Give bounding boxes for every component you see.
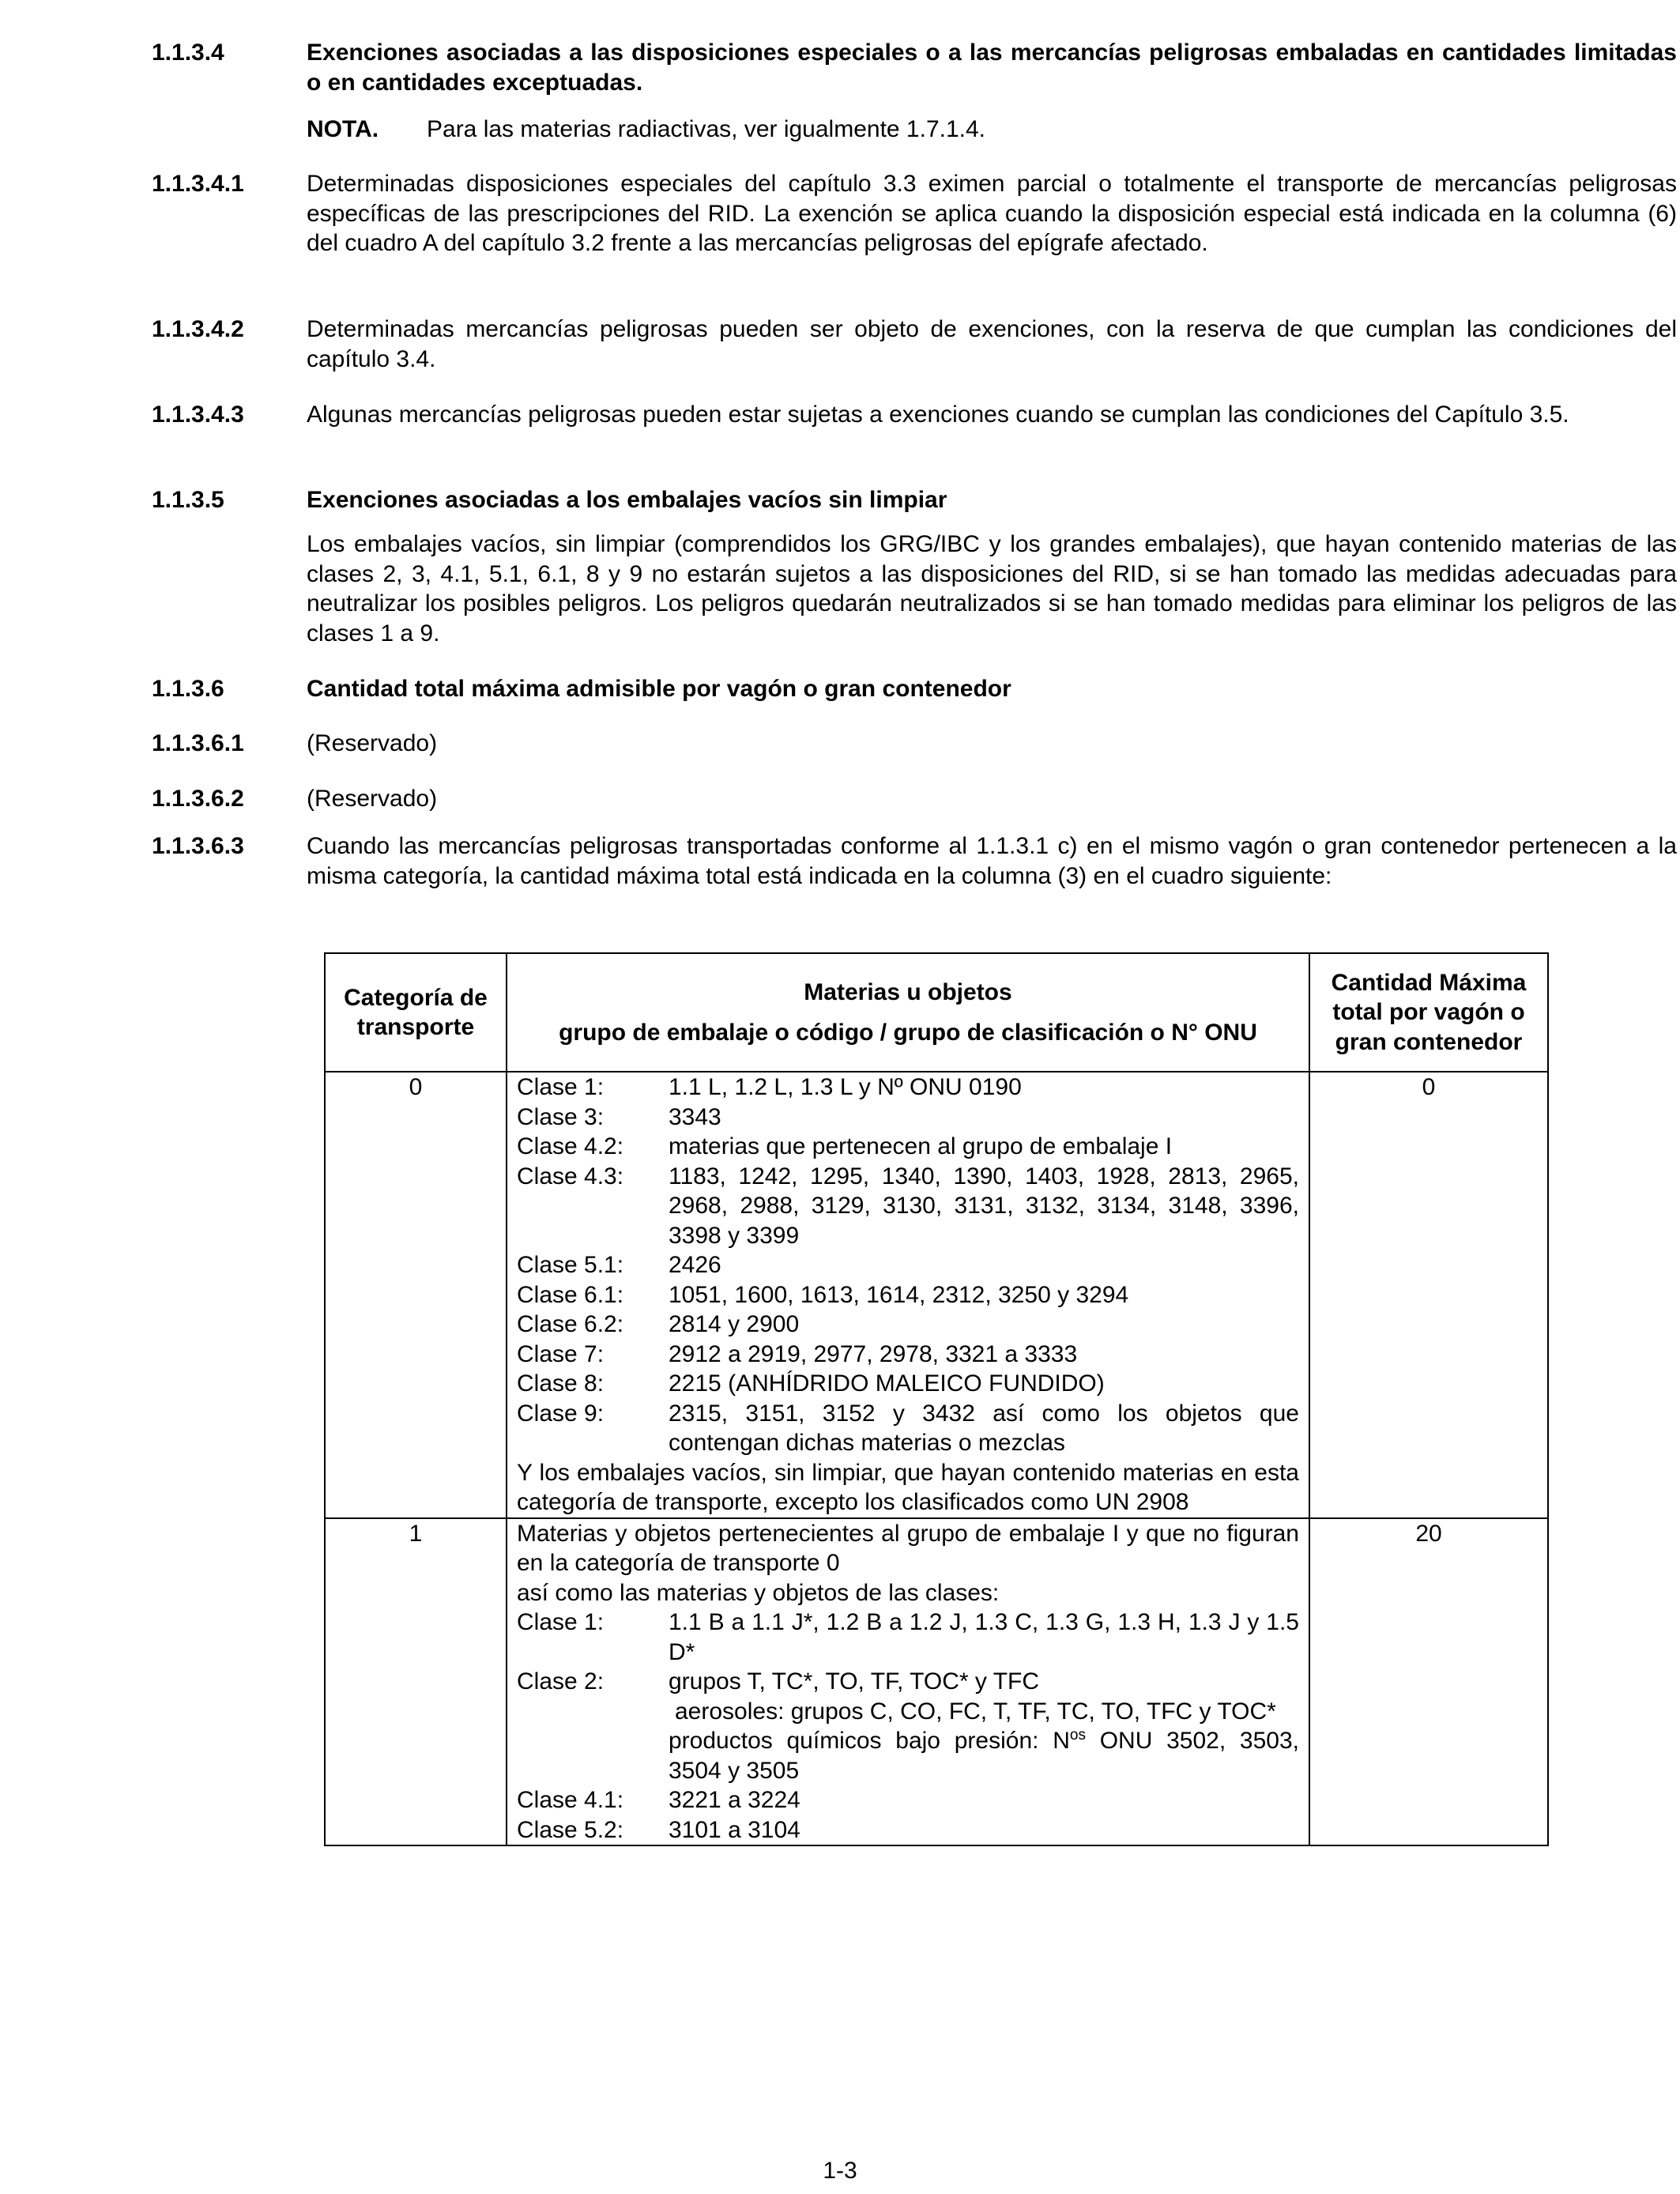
section-number: 1.1.3.5 bbox=[152, 487, 224, 513]
class-value: 2814 y 2900 bbox=[669, 1311, 800, 1337]
class-label: Clase 1: bbox=[517, 1074, 605, 1100]
nota-label: NOTA. bbox=[307, 116, 379, 142]
materials-cell bbox=[507, 1072, 1309, 1518]
section-number: 1.1.3.6.1 bbox=[152, 730, 244, 756]
class-label: Clase 3: bbox=[517, 1103, 605, 1130]
class-label: Clase 2: bbox=[517, 1668, 605, 1695]
class-label: Clase 8: bbox=[517, 1370, 605, 1397]
class-label: Clase 1: bbox=[517, 1609, 605, 1635]
section-number: 1.1.3.6.3 bbox=[152, 833, 244, 859]
table-header-row bbox=[325, 953, 1548, 1072]
class-value: 3343 bbox=[669, 1103, 721, 1130]
class-value bbox=[669, 1667, 1299, 1785]
section-number: 1.1.3.4.3 bbox=[152, 401, 244, 428]
class-label: Clase 7: bbox=[517, 1340, 605, 1367]
empty-packaging-note: Y los embalajes vacíos, sin limpiar, que hayan contenido materias en esta categoría de transporte, excepto los clasificados como UN 2908 bbox=[517, 1459, 1299, 1515]
row-intro-2: así como las materias y objetos de las clases: bbox=[517, 1579, 1000, 1606]
class-label: Clase 5.2: bbox=[517, 1816, 624, 1843]
class-label: Clase 9: bbox=[517, 1400, 605, 1427]
class-line bbox=[517, 1280, 1299, 1310]
section-number: 1.1.3.6.2 bbox=[152, 786, 244, 812]
header-materials-line1: Materias u objetos bbox=[804, 978, 1012, 1005]
header-quantity: Cantidad Máxima total por vagón o gran contenedor bbox=[1309, 953, 1548, 1072]
section-text: (Reservado) bbox=[307, 730, 438, 756]
class-value: 2315, 3151, 3152 y 3432 así como los objetos que contengan dichas materias o mezclas bbox=[669, 1400, 1299, 1456]
class-value: 1.1 L, 1.2 L, 1.3 L y Nº ONU 0190 bbox=[669, 1074, 1022, 1100]
class-label: Clase 4.1: bbox=[517, 1787, 624, 1813]
class-line bbox=[517, 1162, 1299, 1251]
quantity-cell: 0 bbox=[1309, 1072, 1548, 1518]
category-cell: 0 bbox=[325, 1072, 507, 1518]
section-text: Cuando las mercancías peligrosas transportadas conforme al 1.1.3.1 c) en el mismo vagón o gran contenedor pertenecen a la misma categoría, la cantidad máxima total está indicada en la columna (3) en el cuadro siguiente: bbox=[307, 833, 1677, 889]
class-line bbox=[517, 1340, 1299, 1370]
class-line bbox=[517, 1369, 1299, 1399]
class2-line-3-post: ONU 3502, 3503, 3504 y 3505 bbox=[669, 1728, 1299, 1784]
section-title: Cantidad total máxima admisible por vagón o gran contenedor bbox=[307, 676, 1011, 702]
section-text: Determinadas disposiciones especiales del capítulo 3.3 eximen parcial o totalmente el transporte de mercancías peligrosas específicas de las prescripciones del RID. La exención se aplica cuando la disposición especial está indicada en la columna (6) del cuadro A del capítulo 3.2 frente a las mercancías peligrosas del epígrafe afectado. bbox=[307, 171, 1677, 256]
materials-cell bbox=[507, 1518, 1309, 1846]
class-value: 3221 a 3224 bbox=[669, 1787, 800, 1813]
section-title: Exenciones asociadas a las disposiciones especiales o a las mercancías peligrosas embaladas en cantidades limitadas o en cantidades exceptuadas. bbox=[307, 40, 1677, 96]
class-line bbox=[517, 1132, 1299, 1162]
row-intro: Materias y objetos pertenecientes al grupo de embalaje I y que no figuran en la categoría de transporte 0 bbox=[517, 1520, 1299, 1576]
section-title: Exenciones asociadas a los embalajes vacíos sin limpiar bbox=[307, 487, 947, 513]
class-label: Clase 4.2: bbox=[517, 1133, 624, 1159]
class-line bbox=[517, 1608, 1299, 1667]
header-materials-line2: grupo de embalaje o código / grupo de clasificación o N° ONU bbox=[559, 1020, 1257, 1046]
class2-line-1: grupos T, TC*, TO, TF, TOC* y TFC bbox=[669, 1668, 1040, 1695]
class-line bbox=[517, 1250, 1299, 1280]
transport-category-table bbox=[324, 952, 1549, 1846]
header-materials bbox=[507, 953, 1309, 1072]
class-line bbox=[517, 1103, 1299, 1133]
class-line bbox=[517, 1785, 1299, 1815]
class-label: Clase 6.1: bbox=[517, 1281, 624, 1308]
section-number: 1.1.3.6 bbox=[152, 676, 224, 702]
nota-text: Para las materias radiactivas, ver igualmente 1.7.1.4. bbox=[427, 116, 986, 142]
section-number: 1.1.3.4.1 bbox=[152, 171, 244, 197]
class-label: Clase 6.2: bbox=[517, 1311, 624, 1337]
class2-line-3-pre: productos químicos bajo presión: N bbox=[669, 1728, 1070, 1754]
class2-line-2: aerosoles: grupos C, CO, FC, T, TF, TC, TO, TFC y TOC* bbox=[675, 1698, 1276, 1725]
header-category: Categoría de transporte bbox=[325, 953, 507, 1072]
table-row bbox=[325, 1072, 1548, 1518]
section-text: Los embalajes vacíos, sin limpiar (comprendidos los GRG/IBC y los grandes embalajes), que hayan contenido materias de las clases 2, 3, 4.1, 5.1, 6.1, 8 y 9 no estarán sujetos a las disposiciones del RID, si se han tomado las medidas adecuadas para neutralizar los posibles peligros. Los peligros quedarán neutralizados si se han tomado medidas para eliminar los peligros de las clases 1 a 9. bbox=[307, 531, 1677, 647]
class-value: 1.1 B a 1.1 J*, 1.2 B a 1.2 J, 1.3 C, 1.3 G, 1.3 H, 1.3 J y 1.5 D* bbox=[669, 1609, 1299, 1665]
category-cell: 1 bbox=[325, 1518, 507, 1846]
class-value: materias que pertenecen al grupo de embalaje I bbox=[669, 1133, 1173, 1159]
class-value: 2912 a 2919, 2977, 2978, 3321 a 3333 bbox=[669, 1340, 1078, 1367]
section-number: 1.1.3.4.2 bbox=[152, 316, 244, 342]
page-number: 1-3 bbox=[823, 2158, 857, 2184]
class2-line-3 bbox=[669, 1726, 1299, 1785]
class-line bbox=[517, 1667, 1299, 1785]
class-value: 1051, 1600, 1613, 1614, 2312, 3250 y 3294 bbox=[669, 1281, 1129, 1308]
class-line bbox=[517, 1072, 1299, 1103]
section-text: Algunas mercancías peligrosas pueden estar sujetas a exenciones cuando se cumplan las condiciones del Capítulo 3.5. bbox=[307, 401, 1569, 428]
class-line bbox=[517, 1815, 1299, 1845]
class-label: Clase 5.1: bbox=[517, 1252, 624, 1278]
section-number: 1.1.3.4 bbox=[152, 40, 224, 66]
class-value: 2215 (ANHÍDRIDO MALEICO FUNDIDO) bbox=[669, 1370, 1105, 1397]
class-value: 2426 bbox=[669, 1252, 721, 1278]
class2-line-3-sup: os bbox=[1069, 1727, 1086, 1744]
class-value: 3101 a 3104 bbox=[669, 1816, 800, 1843]
class-line bbox=[517, 1310, 1299, 1340]
class-line bbox=[517, 1399, 1299, 1458]
section-text: (Reservado) bbox=[307, 786, 438, 812]
class-value: 1183, 1242, 1295, 1340, 1390, 1403, 1928, 2813, 2965, 2968, 2988, 3129, 3130, 3131, 3132, 3134, 3148, 3396, 3398 y 3399 bbox=[669, 1163, 1299, 1249]
class-label: Clase 4.3: bbox=[517, 1163, 624, 1189]
table-row bbox=[325, 1518, 1548, 1846]
section-text: Determinadas mercancías peligrosas pueden ser objeto de exenciones, con la reserva de que cumplan las condiciones del capítulo 3.4. bbox=[307, 316, 1677, 372]
quantity-cell: 20 bbox=[1309, 1518, 1548, 1846]
